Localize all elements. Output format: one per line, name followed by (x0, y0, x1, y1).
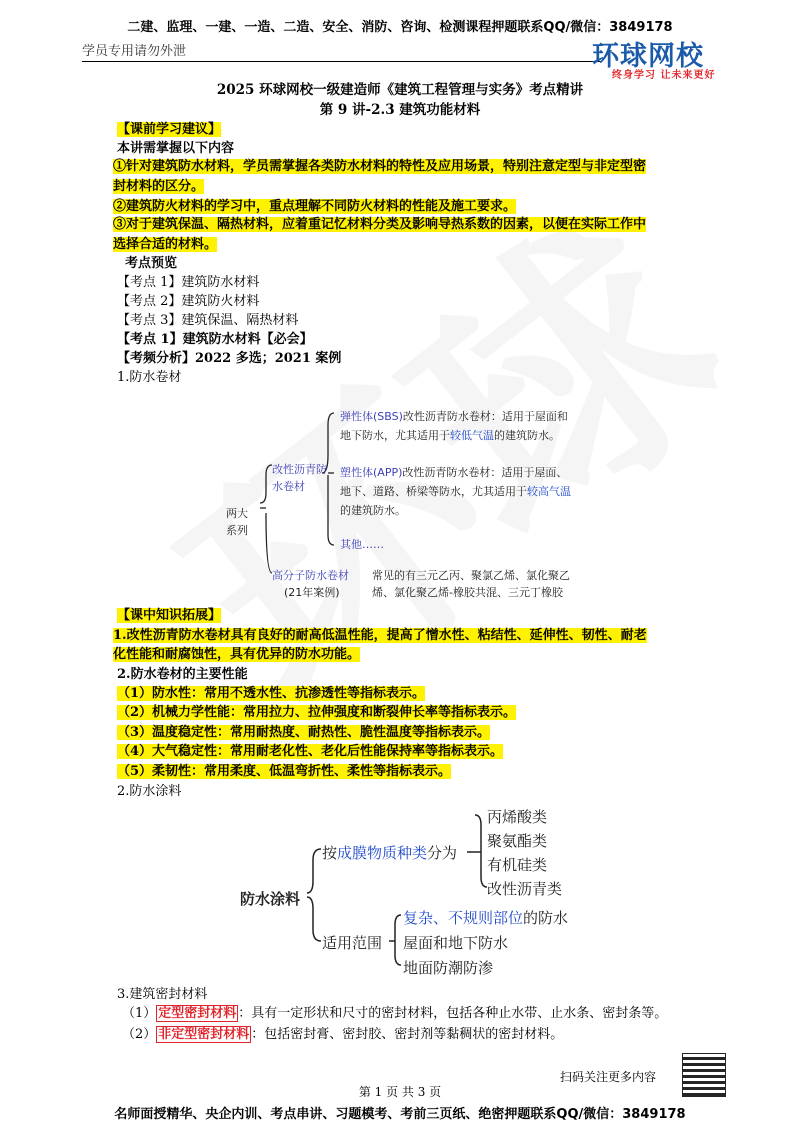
diagram1-other: 其他…… (340, 538, 384, 551)
diagram1-app-term: 塑性体(APP) (340, 466, 403, 479)
pre-study-heading: 【课前学习建议】 (117, 122, 222, 137)
sealing-term-fixed: 定型密封材料 (158, 1006, 237, 1021)
subsection-title: 2.防水涂料 (117, 784, 182, 799)
expansion-p1a: 1.改性沥青防水卷材具有良好的耐高低温性能，提高了憎水性、粘结性、延伸性、韧性、耐老 (113, 628, 647, 643)
header-divider (82, 61, 602, 62)
pre-study-subheading: 本讲需掌握以下内容 (117, 141, 235, 156)
property-item: （5）柔韧性：常用柔度、低温弯折性、柔性等指标表示。 (117, 764, 452, 779)
property-item: （2）机械力学性能：常用拉力、拉伸强度和断裂伸长率等指标表示。 (117, 705, 517, 720)
pre-study-item-1a: ①针对建筑防水材料，学员需掌握各类防水材料的特性及应用场景，特别注意定型与非定型密 (113, 159, 647, 174)
brand-logo: 环球网校 (592, 41, 704, 72)
brand-slogan: 终身学习 让未来更好 (612, 70, 716, 81)
diagram2-by-key: 成膜物质种类 (337, 844, 428, 862)
pre-study-item-3b: 选择合适的材料。 (113, 237, 218, 252)
diagram1-app-line1: 塑性体(APP)改性沥青防水卷材：适用于屋面、 (340, 466, 568, 479)
diagram1-sbs-line1: 弹性体(SBS)改性沥青防水卷材：适用于屋面和 (340, 410, 568, 423)
property-item: （1）防水性：常用不透水性、抗渗透性等指标表示。 (117, 686, 426, 701)
doc-subtitle: 第 9 讲-2.3 建筑功能材料 (319, 102, 481, 118)
header-left-notice: 学员专用请勿外泄 (82, 44, 187, 59)
diagram2-type: 改性沥青类 (487, 880, 563, 898)
diagram1-sbs-line2: 地下防水，尤其适用于较低气温的建筑防水。 (340, 429, 560, 442)
sealing-title: 3.建筑密封材料 (117, 987, 208, 1002)
diagram1-polymer: 高分子防水卷材 (272, 569, 349, 582)
diagram1-polymer-desc2: 烯、氯化聚乙烯-橡胶共混、三元丁橡胶 (372, 586, 563, 599)
point1-heading: 【考点 1】建筑防水材料【必会】 (117, 332, 313, 347)
doc-title: 2025 环球网校一级建造师《建筑工程管理与实务》考点精讲 (216, 82, 584, 98)
property-item: （4）大气稳定性：常用耐老化性、老化后性能保持率等指标表示。 (117, 744, 504, 759)
preview-item: 【考点 2】建筑防火材料 (117, 294, 260, 309)
page-number: 第 1 页 共 3 页 (358, 1085, 442, 1099)
diagram2-scope: 适用范围 (322, 934, 383, 952)
diagram2-root: 防水涂料 (240, 890, 301, 908)
diagram1-app-line2: 地下、道路、桥梁等防水，尤其适用于较高气温 (340, 485, 571, 498)
point1-frequency: 【考频分析】2022 多选；2021 案例 (117, 351, 342, 366)
header-top-notice: 二建、监理、一建、一造、二造、安全、消防、咨询、检测课程押题联系QQ/微信：3849178 (127, 20, 673, 35)
diagram1-sbs-low: 较低气温 (450, 429, 494, 442)
pre-study-item-3a: ③对于建筑保温、隔热材料，应着重记忆材料分类及影响导热系数的因素，以便在实际工作中 (113, 217, 647, 232)
sealing-term-unfixed: 非定型密封材料 (158, 1027, 250, 1042)
diagram1-root: 两大系列 (226, 507, 248, 537)
diagram2-by: 按成膜物质种类分为 (322, 844, 458, 862)
diagram2-type: 丙烯酸类 (487, 808, 548, 826)
preview-heading: 考点预览 (125, 256, 178, 271)
diagram1-app-high: 较高气温 (527, 485, 571, 498)
sealing-item-1: （1） 定型密封材料 ：具有一定形状和尺寸的密封材料，包括各种止水带、止水条、密封条等。 (122, 1006, 668, 1021)
pre-study-item-2: ②建筑防火材料的学习中，重点理解不同防火材料的性能及施工要求。 (113, 199, 517, 214)
footer-scan-text: 扫码关注更多内容 (560, 1070, 657, 1084)
expansion-p1b: 化性能和耐腐蚀性，具有优异的防水功能。 (113, 647, 361, 662)
diagram1-polymer-note: (21年案例) (284, 586, 340, 599)
diagram2-type: 聚氨酯类 (487, 832, 548, 850)
diagram2-type: 有机硅类 (487, 856, 548, 874)
property-item: （3）温度稳定性：常用耐热度、耐热性、脆性温度等指标表示。 (117, 725, 491, 740)
footer-notice: 名师面授精华、央企内训、考点串讲、习题模考、考前三页纸、绝密押题联系QQ/微信：3849178 (114, 1107, 686, 1122)
expansion-heading: 【课中知识拓展】 (117, 608, 222, 623)
diagram1-app-line3: 的建筑防水。 (340, 504, 406, 517)
expansion-p2: 2.防水卷材的主要性能 (117, 667, 248, 682)
diagram2-scope-2: 屋面和地下防水 (403, 934, 509, 952)
preview-item: 【考点 1】建筑防水材料 (117, 275, 260, 290)
diagram1-polymer-desc1: 常见的有三元乙丙、聚氯乙烯、氯化聚乙 (372, 569, 570, 582)
diagram1-sbs-term: 弹性体(SBS) (340, 410, 403, 423)
pre-study-item-1b: 封材料的区分。 (113, 179, 205, 194)
diagram2-scope-3: 地面防潮防渗 (403, 959, 494, 977)
sealing-item-2: （2） 非定型密封材料 ：包括密封膏、密封胶、密封剂等黏稠状的密封材料。 (122, 1027, 564, 1042)
diagram2-scope-1: 复杂、不规则部位的防水 (403, 909, 569, 927)
preview-item: 【考点 3】建筑保温、隔热材料 (117, 313, 299, 328)
subsection-title: 1.防水卷材 (117, 370, 182, 385)
diagram1-modified: 改性沥青防水卷材 (272, 463, 327, 493)
